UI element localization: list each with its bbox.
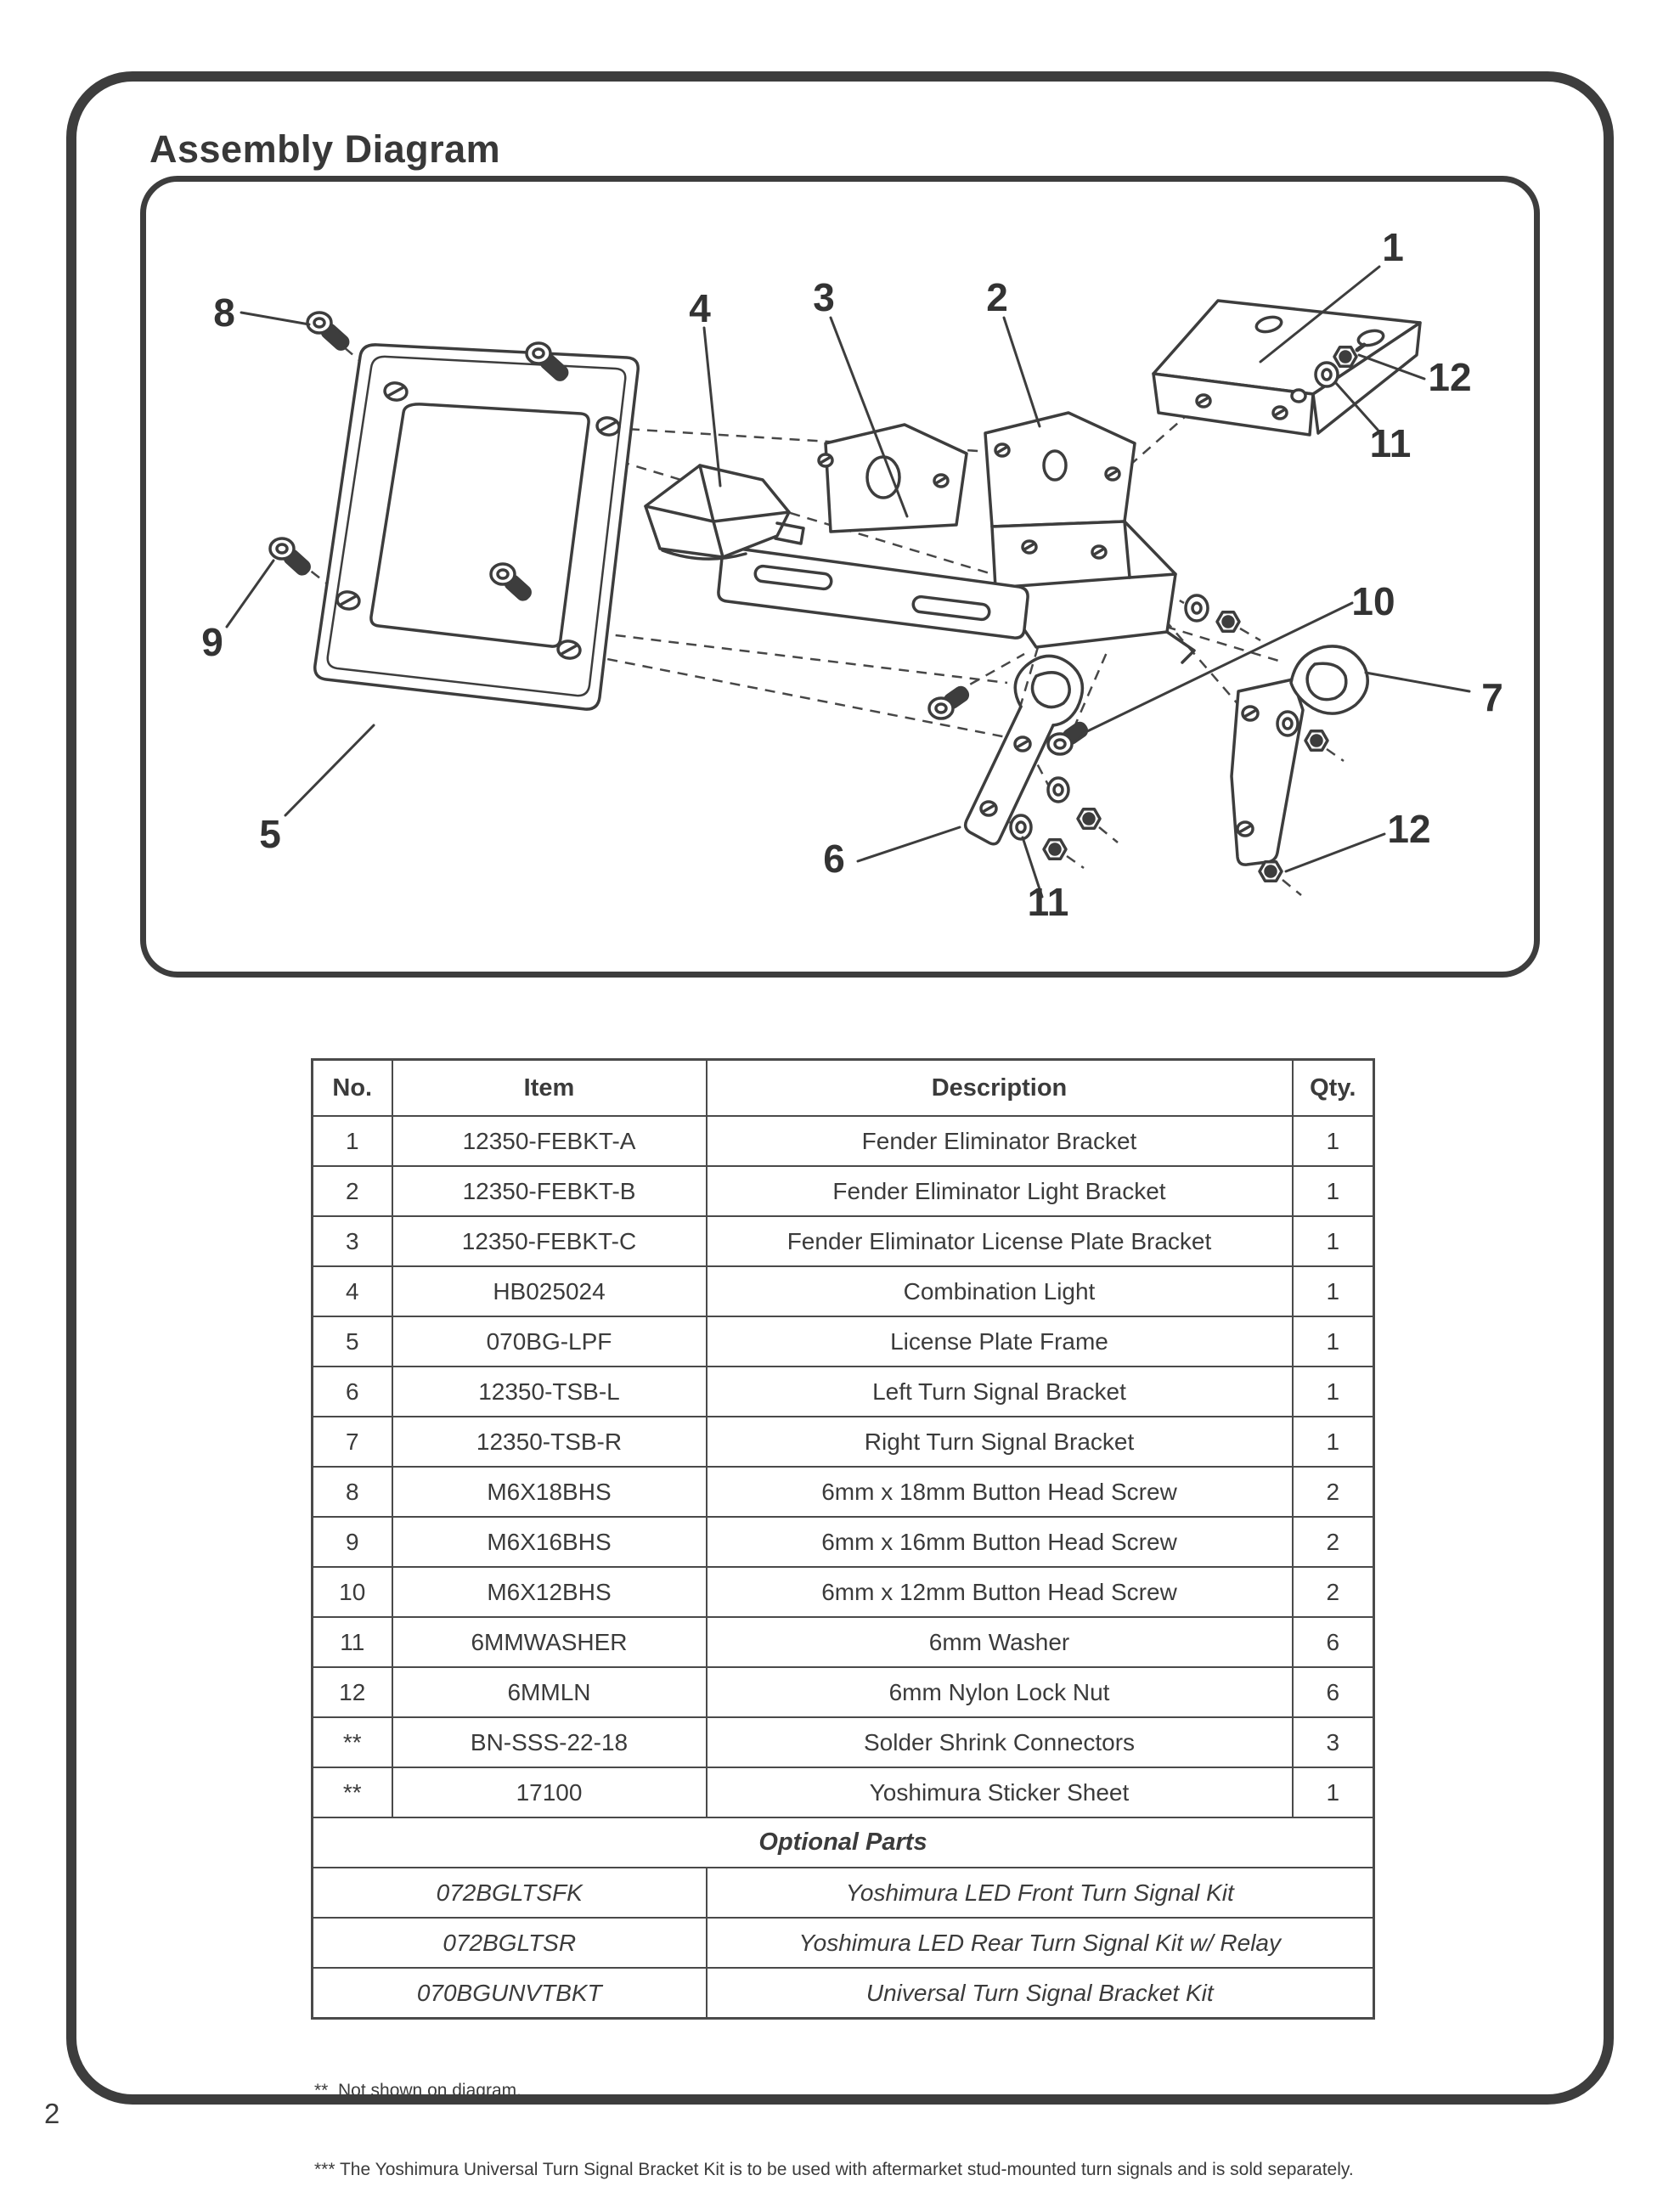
table-row: [313, 1216, 1374, 1266]
cell-description: License Plate Frame: [707, 1316, 1293, 1367]
cell-qty: 1: [1293, 1316, 1374, 1367]
callout-5: 5: [259, 812, 281, 856]
optional-part-row: [313, 1918, 1374, 1968]
table-row: [313, 1116, 1374, 1166]
page-number: 2: [44, 2098, 60, 2129]
cell-no: 6: [313, 1367, 392, 1417]
cell-qty: 1: [1293, 1417, 1374, 1467]
cell-no: 3: [313, 1216, 392, 1266]
part-1-fender-eliminator-bracket: [1153, 301, 1420, 435]
callout-4: 4: [689, 286, 711, 330]
part-4-combination-light: [646, 465, 803, 559]
header-item: Item: [392, 1060, 707, 1117]
callout-8: 8: [213, 290, 235, 335]
part-12-lock-nut: [1305, 731, 1328, 751]
callout-10: 10: [1351, 579, 1395, 623]
cell-description: 6mm x 16mm Button Head Screw: [707, 1517, 1293, 1567]
cell-description: 6mm Nylon Lock Nut: [707, 1667, 1293, 1717]
part-10-button-head-screw: [929, 685, 970, 718]
table-row: [313, 1166, 1374, 1216]
cell-item: M6X12BHS: [392, 1567, 707, 1617]
cell-qty: 6: [1293, 1667, 1374, 1717]
table-row: [313, 1617, 1374, 1667]
optional-parts-title: Optional Parts: [313, 1817, 1374, 1868]
cell-item: 12350-FEBKT-B: [392, 1166, 707, 1216]
part-11-washer: [1011, 815, 1031, 839]
cell-item: M6X16BHS: [392, 1517, 707, 1567]
callout-12-top: 12: [1428, 355, 1472, 399]
table-row: [313, 1667, 1374, 1717]
cell-description: 6mm Washer: [707, 1617, 1293, 1667]
cell-no: **: [313, 1717, 392, 1767]
cell-description: 6mm x 12mm Button Head Screw: [707, 1567, 1293, 1617]
cell-no: 7: [313, 1417, 392, 1467]
part-11-washer: [1186, 595, 1208, 621]
cell-item: 072BGLTSR: [313, 1918, 707, 1968]
cell-qty: 6: [1293, 1617, 1374, 1667]
cell-description: Yoshimura Sticker Sheet: [707, 1767, 1293, 1817]
cell-qty: 1: [1293, 1216, 1374, 1266]
cell-no: 2: [313, 1166, 392, 1216]
cell-description: Right Turn Signal Bracket: [707, 1417, 1293, 1467]
table-row: [313, 1467, 1374, 1517]
cell-no: 8: [313, 1467, 392, 1517]
callout-11-bottom: 11: [1027, 880, 1069, 924]
page-title: Assembly Diagram: [149, 127, 501, 171]
cell-description: Fender Eliminator Light Bracket: [707, 1166, 1293, 1216]
cell-description: Yoshimura LED Rear Turn Signal Kit w/ Relay: [707, 1918, 1374, 1968]
callout-3: 3: [813, 275, 835, 319]
footnote-line-2: *** The Yoshimura Universal Turn Signal Bracket Kit is to be used with aftermarket stud-mounted turn signals and is sold separately.: [314, 2160, 1354, 2179]
footnote-line-1: ** Not shown on diagram.: [314, 2081, 521, 2100]
cell-no: 1: [313, 1116, 392, 1166]
cell-description: Left Turn Signal Bracket: [707, 1367, 1293, 1417]
cell-item: 070BGUNVTBKT: [313, 1968, 707, 2019]
part-5-license-plate-frame: [315, 345, 638, 709]
assembly-diagram-drawing: [146, 182, 1534, 972]
assembly-diagram-panel: [140, 176, 1540, 978]
cell-qty: 1: [1293, 1266, 1374, 1316]
cell-qty: 1: [1293, 1166, 1374, 1216]
cell-description: Yoshimura LED Front Turn Signal Kit: [707, 1868, 1374, 1918]
cell-qty: 2: [1293, 1467, 1374, 1517]
cell-qty: 2: [1293, 1517, 1374, 1567]
cell-description: Solder Shrink Connectors: [707, 1717, 1293, 1767]
parts-table: [311, 1058, 1375, 2020]
cell-no: **: [313, 1767, 392, 1817]
part-12-lock-nut: [1078, 809, 1100, 829]
table-header-row: [313, 1060, 1374, 1117]
part-12-lock-nut: [1217, 612, 1239, 632]
cell-description: Fender Eliminator License Plate Bracket: [707, 1216, 1293, 1266]
callout-12-bottom: 12: [1387, 807, 1431, 851]
cell-qty: 3: [1293, 1717, 1374, 1767]
cell-qty: 1: [1293, 1367, 1374, 1417]
part-11-washer: [1048, 778, 1068, 802]
part-7-right-turn-signal-bracket: [1232, 646, 1367, 865]
header-no: No.: [313, 1060, 392, 1117]
table-row: [313, 1316, 1374, 1367]
table-row: [313, 1266, 1374, 1316]
cell-no: 5: [313, 1316, 392, 1367]
table-row: [313, 1367, 1374, 1417]
cell-item: 6MMWASHER: [392, 1617, 707, 1667]
table-row: [313, 1567, 1374, 1617]
table-row: [313, 1517, 1374, 1567]
cell-item: 12350-FEBKT-C: [392, 1216, 707, 1266]
footnotes: [314, 2025, 1354, 2209]
part-8-button-head-screw: [307, 313, 351, 352]
cell-item: 17100: [392, 1767, 707, 1817]
cell-description: Combination Light: [707, 1266, 1293, 1316]
callout-7: 7: [1481, 675, 1503, 719]
cell-qty: 1: [1293, 1116, 1374, 1166]
optional-part-row: [313, 1968, 1374, 2019]
cell-item: BN-SSS-22-18: [392, 1717, 707, 1767]
callout-2: 2: [986, 275, 1008, 319]
callout-6: 6: [823, 837, 845, 881]
cell-item: 12350-TSB-L: [392, 1367, 707, 1417]
cell-qty: 1: [1293, 1767, 1374, 1817]
header-description: Description: [707, 1060, 1293, 1117]
optional-parts-header-row: [313, 1817, 1374, 1868]
callout-11-top: 11: [1369, 421, 1412, 465]
cell-qty: 2: [1293, 1567, 1374, 1617]
cell-item: 072BGLTSFK: [313, 1868, 707, 1918]
cell-description: Fender Eliminator Bracket: [707, 1116, 1293, 1166]
cell-description: 6mm x 18mm Button Head Screw: [707, 1467, 1293, 1517]
table-row: [313, 1717, 1374, 1767]
part-11-washer: [1277, 712, 1298, 735]
optional-part-row: [313, 1868, 1374, 1918]
cell-item: M6X18BHS: [392, 1467, 707, 1517]
cell-item: HB025024: [392, 1266, 707, 1316]
part-12-lock-nut: [1260, 862, 1282, 882]
cell-no: 4: [313, 1266, 392, 1316]
table-row: [313, 1417, 1374, 1467]
cell-item: 070BG-LPF: [392, 1316, 707, 1367]
cell-no: 10: [313, 1567, 392, 1617]
cell-no: 12: [313, 1667, 392, 1717]
callout-1: 1: [1382, 225, 1404, 269]
cell-item: 12350-TSB-R: [392, 1417, 707, 1467]
table-row: [313, 1767, 1374, 1817]
callout-9: 9: [201, 620, 223, 664]
cell-no: 11: [313, 1617, 392, 1667]
cell-item: 6MMLN: [392, 1667, 707, 1717]
cell-no: 9: [313, 1517, 392, 1567]
header-qty: Qty.: [1293, 1060, 1374, 1117]
cell-item: 12350-FEBKT-A: [392, 1116, 707, 1166]
cell-description: Universal Turn Signal Bracket Kit: [707, 1968, 1374, 2019]
part-9-button-head-screw: [270, 538, 312, 577]
part-12-lock-nut: [1044, 840, 1066, 859]
